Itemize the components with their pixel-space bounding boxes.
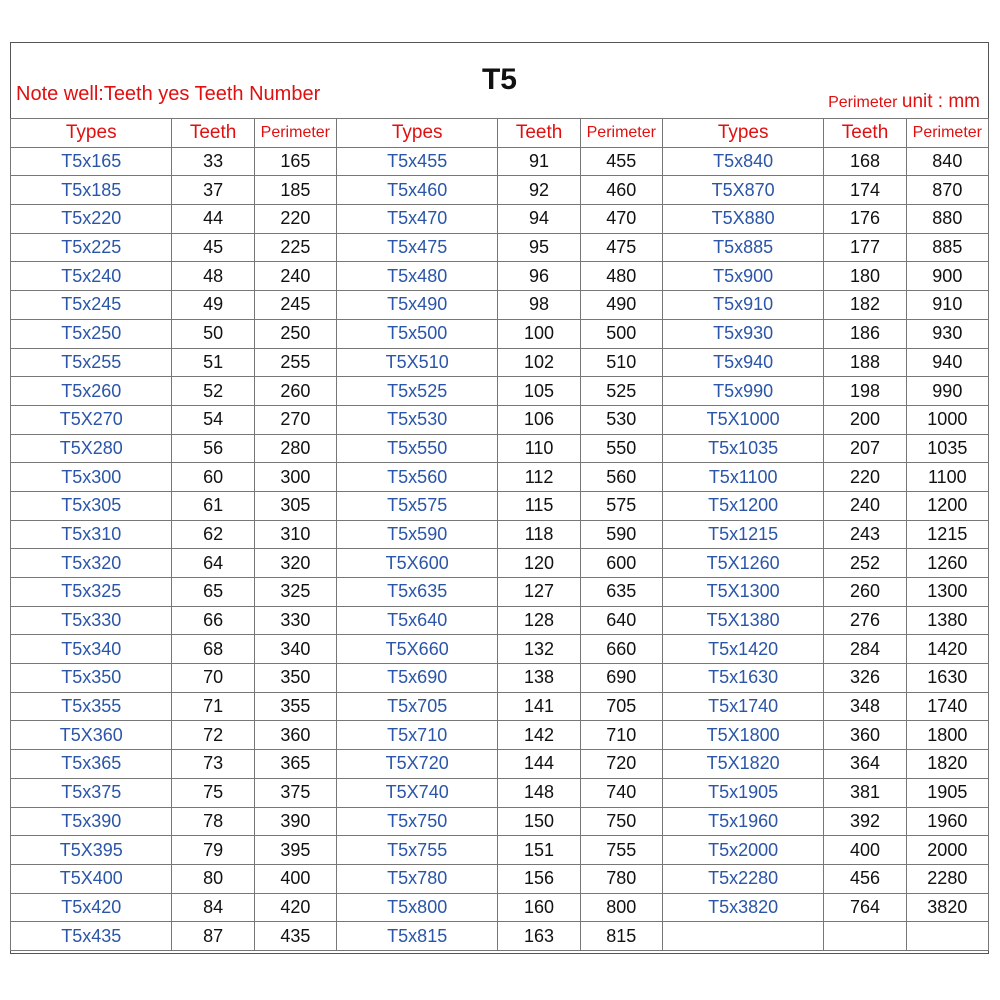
perimeter-cell: 1260 <box>906 549 988 578</box>
teeth-cell: 141 <box>498 692 580 721</box>
table-row <box>11 635 989 664</box>
teeth-cell: 176 <box>824 205 906 234</box>
type-cell: T5x525 <box>336 377 497 406</box>
type-cell: T5x165 <box>11 147 172 176</box>
header-perimeter: Perimeter <box>906 119 988 148</box>
perimeter-cell: 1630 <box>906 664 988 693</box>
type-cell: T5x455 <box>336 147 497 176</box>
perimeter-cell: 1100 <box>906 463 988 492</box>
unit-label <box>828 91 980 113</box>
teeth-cell: 79 <box>172 836 254 865</box>
teeth-cell: 182 <box>824 291 906 320</box>
teeth-cell: 54 <box>172 405 254 434</box>
perimeter-cell: 1420 <box>906 635 988 664</box>
perimeter-cell: 470 <box>580 205 662 234</box>
teeth-cell: 188 <box>824 348 906 377</box>
type-cell: T5x530 <box>336 405 497 434</box>
teeth-cell: 764 <box>824 893 906 922</box>
type-cell: T5x710 <box>336 721 497 750</box>
type-cell: T5x480 <box>336 262 497 291</box>
perimeter-cell: 1000 <box>906 405 988 434</box>
type-cell: T5x220 <box>11 205 172 234</box>
header-teeth: Teeth <box>824 119 906 148</box>
type-cell: T5x240 <box>11 262 172 291</box>
header-perimeter: Perimeter <box>254 119 336 148</box>
type-cell: T5x470 <box>336 205 497 234</box>
table-row <box>11 692 989 721</box>
type-cell: T5x1905 <box>662 778 823 807</box>
teeth-cell: 260 <box>824 578 906 607</box>
perimeter-cell: 885 <box>906 233 988 262</box>
teeth-cell: 71 <box>172 692 254 721</box>
type-cell: T5x1215 <box>662 520 823 549</box>
type-cell: T5x1420 <box>662 635 823 664</box>
perimeter-cell: 550 <box>580 434 662 463</box>
perimeter-cell: 720 <box>580 750 662 779</box>
perimeter-cell: 320 <box>254 549 336 578</box>
teeth-cell: 177 <box>824 233 906 262</box>
perimeter-cell: 1035 <box>906 434 988 463</box>
perimeter-cell: 255 <box>254 348 336 377</box>
type-cell: T5x640 <box>336 606 497 635</box>
teeth-cell: 72 <box>172 721 254 750</box>
table-row <box>11 262 989 291</box>
header-types: Types <box>336 119 497 148</box>
perimeter-cell: 1215 <box>906 520 988 549</box>
type-cell: T5x305 <box>11 491 172 520</box>
perimeter-cell: 310 <box>254 520 336 549</box>
type-cell: T5x815 <box>336 922 497 951</box>
teeth-cell: 276 <box>824 606 906 635</box>
teeth-cell: 78 <box>172 807 254 836</box>
teeth-cell: 207 <box>824 434 906 463</box>
perimeter-cell: 900 <box>906 262 988 291</box>
unit-label-perimeter: Perimeter <box>828 94 902 111</box>
perimeter-cell: 910 <box>906 291 988 320</box>
teeth-cell: 138 <box>498 664 580 693</box>
teeth-cell: 150 <box>498 807 580 836</box>
teeth-cell: 50 <box>172 319 254 348</box>
teeth-cell: 381 <box>824 778 906 807</box>
type-cell: T5x1100 <box>662 463 823 492</box>
type-cell: T5x350 <box>11 664 172 693</box>
perimeter-cell: 420 <box>254 893 336 922</box>
type-cell: T5x435 <box>11 922 172 951</box>
table-row <box>11 434 989 463</box>
perimeter-cell: 3820 <box>906 893 988 922</box>
teeth-cell: 180 <box>824 262 906 291</box>
perimeter-cell: 475 <box>580 233 662 262</box>
teeth-cell: 37 <box>172 176 254 205</box>
teeth-cell: 144 <box>498 750 580 779</box>
type-cell: T5X880 <box>662 205 823 234</box>
teeth-cell: 100 <box>498 319 580 348</box>
type-cell: T5X510 <box>336 348 497 377</box>
perimeter-cell: 1905 <box>906 778 988 807</box>
teeth-cell: 364 <box>824 750 906 779</box>
teeth-cell: 348 <box>824 692 906 721</box>
table-row <box>11 291 989 320</box>
perimeter-cell: 575 <box>580 491 662 520</box>
perimeter-cell: 840 <box>906 147 988 176</box>
perimeter-cell <box>906 922 988 951</box>
perimeter-cell: 705 <box>580 692 662 721</box>
type-cell: T5x255 <box>11 348 172 377</box>
teeth-cell: 33 <box>172 147 254 176</box>
table-row <box>11 377 989 406</box>
type-cell: T5x390 <box>11 807 172 836</box>
perimeter-cell: 325 <box>254 578 336 607</box>
type-cell: T5x250 <box>11 319 172 348</box>
type-cell: T5x750 <box>336 807 497 836</box>
teeth-cell: 65 <box>172 578 254 607</box>
teeth-cell: 284 <box>824 635 906 664</box>
table-row <box>11 922 989 951</box>
type-cell: T5x325 <box>11 578 172 607</box>
type-cell: T5x1035 <box>662 434 823 463</box>
type-cell: T5x3820 <box>662 893 823 922</box>
teeth-cell: 132 <box>498 635 580 664</box>
teeth-cell: 198 <box>824 377 906 406</box>
table-body <box>11 147 989 950</box>
perimeter-cell: 930 <box>906 319 988 348</box>
type-cell: T5x245 <box>11 291 172 320</box>
type-cell: T5x885 <box>662 233 823 262</box>
type-cell: T5x475 <box>336 233 497 262</box>
type-cell: T5x500 <box>336 319 497 348</box>
type-cell: T5x355 <box>11 692 172 721</box>
type-cell: T5x300 <box>11 463 172 492</box>
perimeter-cell: 365 <box>254 750 336 779</box>
type-cell: T5X1800 <box>662 721 823 750</box>
type-cell: T5X270 <box>11 405 172 434</box>
table-row <box>11 606 989 635</box>
type-cell: T5X660 <box>336 635 497 664</box>
type-cell: T5x910 <box>662 291 823 320</box>
type-cell: T5X395 <box>11 836 172 865</box>
header-row <box>11 119 989 148</box>
teeth-cell: 62 <box>172 520 254 549</box>
perimeter-cell: 300 <box>254 463 336 492</box>
type-cell: T5x1630 <box>662 664 823 693</box>
perimeter-cell: 270 <box>254 405 336 434</box>
teeth-cell: 400 <box>824 836 906 865</box>
type-cell: T5X720 <box>336 750 497 779</box>
perimeter-cell: 940 <box>906 348 988 377</box>
type-cell: T5x635 <box>336 578 497 607</box>
perimeter-cell: 815 <box>580 922 662 951</box>
type-cell: T5x990 <box>662 377 823 406</box>
teeth-cell: 163 <box>498 922 580 951</box>
perimeter-cell: 635 <box>580 578 662 607</box>
type-cell: T5x375 <box>11 778 172 807</box>
teeth-cell: 128 <box>498 606 580 635</box>
header-teeth: Teeth <box>498 119 580 148</box>
perimeter-cell: 1820 <box>906 750 988 779</box>
perimeter-cell: 2000 <box>906 836 988 865</box>
type-cell: T5X1260 <box>662 549 823 578</box>
table-row <box>11 549 989 578</box>
teeth-cell: 95 <box>498 233 580 262</box>
teeth-cell: 61 <box>172 491 254 520</box>
note-text: Note well:Teeth yes Teeth Number <box>16 83 321 105</box>
table-row <box>11 778 989 807</box>
perimeter-cell: 435 <box>254 922 336 951</box>
type-cell: T5x690 <box>336 664 497 693</box>
perimeter-cell: 360 <box>254 721 336 750</box>
t5-belt-spec-sheet <box>10 42 989 954</box>
teeth-cell: 106 <box>498 405 580 434</box>
perimeter-cell: 510 <box>580 348 662 377</box>
type-cell: T5X870 <box>662 176 823 205</box>
teeth-cell: 127 <box>498 578 580 607</box>
teeth-cell: 200 <box>824 405 906 434</box>
perimeter-cell: 690 <box>580 664 662 693</box>
type-cell: T5X280 <box>11 434 172 463</box>
perimeter-cell: 480 <box>580 262 662 291</box>
teeth-cell: 45 <box>172 233 254 262</box>
table-row <box>11 205 989 234</box>
unit-label-value: unit : mm <box>901 91 980 112</box>
type-cell: T5x590 <box>336 520 497 549</box>
teeth-cell: 110 <box>498 434 580 463</box>
perimeter-cell: 280 <box>254 434 336 463</box>
teeth-cell: 49 <box>172 291 254 320</box>
table-row <box>11 319 989 348</box>
perimeter-cell: 340 <box>254 635 336 664</box>
type-cell: T5x940 <box>662 348 823 377</box>
teeth-cell: 105 <box>498 377 580 406</box>
perimeter-cell: 455 <box>580 147 662 176</box>
perimeter-cell: 780 <box>580 864 662 893</box>
type-cell: T5x185 <box>11 176 172 205</box>
type-cell: T5x340 <box>11 635 172 664</box>
perimeter-cell: 185 <box>254 176 336 205</box>
table-row <box>11 750 989 779</box>
perimeter-cell: 2280 <box>906 864 988 893</box>
type-cell: T5x2280 <box>662 864 823 893</box>
teeth-cell: 96 <box>498 262 580 291</box>
table-row <box>11 233 989 262</box>
perimeter-cell: 1200 <box>906 491 988 520</box>
type-cell: T5x550 <box>336 434 497 463</box>
perimeter-cell: 240 <box>254 262 336 291</box>
type-cell: T5x930 <box>662 319 823 348</box>
perimeter-cell: 350 <box>254 664 336 693</box>
perimeter-cell: 245 <box>254 291 336 320</box>
teeth-cell: 52 <box>172 377 254 406</box>
teeth-cell: 98 <box>498 291 580 320</box>
type-cell: T5x755 <box>336 836 497 865</box>
perimeter-cell: 1740 <box>906 692 988 721</box>
perimeter-cell: 1380 <box>906 606 988 635</box>
perimeter-cell: 740 <box>580 778 662 807</box>
type-cell: T5x705 <box>336 692 497 721</box>
teeth-cell: 92 <box>498 176 580 205</box>
teeth-cell: 326 <box>824 664 906 693</box>
page-title: T5 <box>481 63 517 96</box>
teeth-cell: 148 <box>498 778 580 807</box>
perimeter-cell: 560 <box>580 463 662 492</box>
table-row <box>11 491 989 520</box>
teeth-cell: 51 <box>172 348 254 377</box>
type-cell: T5X1000 <box>662 405 823 434</box>
teeth-cell: 66 <box>172 606 254 635</box>
table-row <box>11 836 989 865</box>
teeth-cell <box>824 922 906 951</box>
perimeter-cell: 220 <box>254 205 336 234</box>
perimeter-cell: 600 <box>580 549 662 578</box>
type-cell: T5x225 <box>11 233 172 262</box>
perimeter-cell: 330 <box>254 606 336 635</box>
perimeter-cell: 710 <box>580 721 662 750</box>
table-row <box>11 405 989 434</box>
type-cell: T5X1820 <box>662 750 823 779</box>
teeth-cell: 240 <box>824 491 906 520</box>
perimeter-cell: 800 <box>580 893 662 922</box>
table-row <box>11 520 989 549</box>
type-cell: T5x800 <box>336 893 497 922</box>
teeth-cell: 243 <box>824 520 906 549</box>
perimeter-cell: 1800 <box>906 721 988 750</box>
type-cell: T5X740 <box>336 778 497 807</box>
perimeter-cell: 750 <box>580 807 662 836</box>
perimeter-cell: 355 <box>254 692 336 721</box>
teeth-cell: 91 <box>498 147 580 176</box>
teeth-cell: 84 <box>172 893 254 922</box>
type-cell: T5x1200 <box>662 491 823 520</box>
perimeter-cell: 590 <box>580 520 662 549</box>
teeth-cell: 392 <box>824 807 906 836</box>
perimeter-cell: 395 <box>254 836 336 865</box>
teeth-cell: 115 <box>498 491 580 520</box>
table-row <box>11 463 989 492</box>
type-cell: T5x260 <box>11 377 172 406</box>
type-cell: T5x490 <box>336 291 497 320</box>
teeth-cell: 44 <box>172 205 254 234</box>
perimeter-cell: 400 <box>254 864 336 893</box>
teeth-cell: 112 <box>498 463 580 492</box>
table-row <box>11 176 989 205</box>
perimeter-cell: 305 <box>254 491 336 520</box>
type-cell: T5x365 <box>11 750 172 779</box>
perimeter-cell: 1300 <box>906 578 988 607</box>
perimeter-cell: 880 <box>906 205 988 234</box>
perimeter-cell: 250 <box>254 319 336 348</box>
type-cell: T5X1380 <box>662 606 823 635</box>
table-row <box>11 807 989 836</box>
perimeter-cell: 530 <box>580 405 662 434</box>
belt-table <box>10 118 989 951</box>
teeth-cell: 186 <box>824 319 906 348</box>
perimeter-cell: 660 <box>580 635 662 664</box>
table-row <box>11 664 989 693</box>
perimeter-cell: 460 <box>580 176 662 205</box>
type-cell: T5x460 <box>336 176 497 205</box>
type-cell: T5X600 <box>336 549 497 578</box>
table-row <box>11 348 989 377</box>
teeth-cell: 73 <box>172 750 254 779</box>
type-cell: T5x575 <box>336 491 497 520</box>
header-teeth: Teeth <box>172 119 254 148</box>
teeth-cell: 168 <box>824 147 906 176</box>
header-types: Types <box>662 119 823 148</box>
type-cell: T5x840 <box>662 147 823 176</box>
type-cell: T5x560 <box>336 463 497 492</box>
teeth-cell: 75 <box>172 778 254 807</box>
type-cell: T5x1960 <box>662 807 823 836</box>
teeth-cell: 80 <box>172 864 254 893</box>
teeth-cell: 220 <box>824 463 906 492</box>
teeth-cell: 120 <box>498 549 580 578</box>
perimeter-cell: 1960 <box>906 807 988 836</box>
type-cell: T5x2000 <box>662 836 823 865</box>
table-row <box>11 147 989 176</box>
header-perimeter: Perimeter <box>580 119 662 148</box>
teeth-cell: 60 <box>172 463 254 492</box>
type-cell: T5x420 <box>11 893 172 922</box>
table-row <box>11 893 989 922</box>
perimeter-cell: 165 <box>254 147 336 176</box>
perimeter-cell: 490 <box>580 291 662 320</box>
teeth-cell: 360 <box>824 721 906 750</box>
teeth-cell: 252 <box>824 549 906 578</box>
teeth-cell: 160 <box>498 893 580 922</box>
type-cell: T5x310 <box>11 520 172 549</box>
teeth-cell: 156 <box>498 864 580 893</box>
type-cell: T5x1740 <box>662 692 823 721</box>
teeth-cell: 456 <box>824 864 906 893</box>
table-row <box>11 864 989 893</box>
teeth-cell: 70 <box>172 664 254 693</box>
type-cell: T5X1300 <box>662 578 823 607</box>
type-cell: T5X360 <box>11 721 172 750</box>
type-cell: T5X400 <box>11 864 172 893</box>
type-cell: T5x900 <box>662 262 823 291</box>
perimeter-cell: 225 <box>254 233 336 262</box>
perimeter-cell: 390 <box>254 807 336 836</box>
type-cell <box>662 922 823 951</box>
perimeter-cell: 500 <box>580 319 662 348</box>
perimeter-cell: 260 <box>254 377 336 406</box>
teeth-cell: 94 <box>498 205 580 234</box>
teeth-cell: 87 <box>172 922 254 951</box>
type-cell: T5x780 <box>336 864 497 893</box>
teeth-cell: 64 <box>172 549 254 578</box>
table-row <box>11 578 989 607</box>
teeth-cell: 56 <box>172 434 254 463</box>
teeth-cell: 118 <box>498 520 580 549</box>
teeth-cell: 68 <box>172 635 254 664</box>
perimeter-cell: 640 <box>580 606 662 635</box>
teeth-cell: 151 <box>498 836 580 865</box>
teeth-cell: 142 <box>498 721 580 750</box>
header-types: Types <box>11 119 172 148</box>
perimeter-cell: 990 <box>906 377 988 406</box>
teeth-cell: 48 <box>172 262 254 291</box>
perimeter-cell: 755 <box>580 836 662 865</box>
teeth-cell: 174 <box>824 176 906 205</box>
perimeter-cell: 375 <box>254 778 336 807</box>
table-row <box>11 721 989 750</box>
type-cell: T5x320 <box>11 549 172 578</box>
perimeter-cell: 870 <box>906 176 988 205</box>
type-cell: T5x330 <box>11 606 172 635</box>
perimeter-cell: 525 <box>580 377 662 406</box>
teeth-cell: 102 <box>498 348 580 377</box>
